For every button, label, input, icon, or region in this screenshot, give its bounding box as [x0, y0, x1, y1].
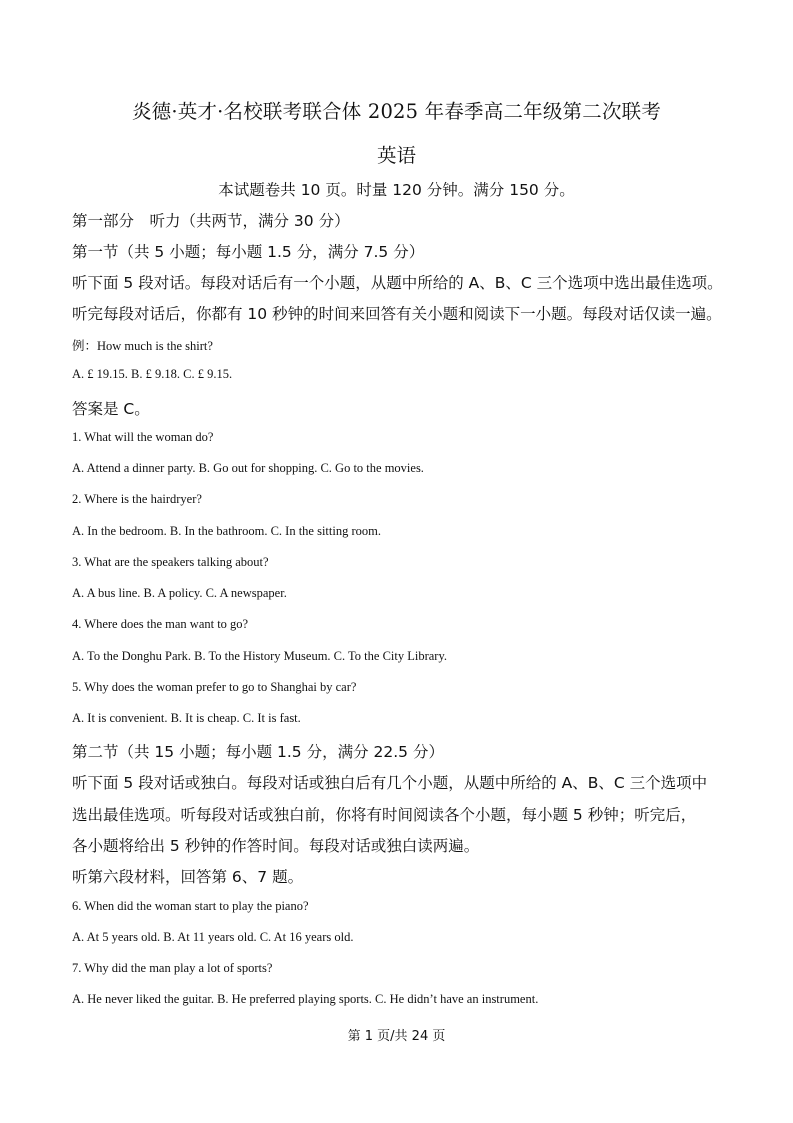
material-note: 听第六段材料，回答第 6、7 题。 — [72, 868, 304, 886]
example-question: 例：How much is the shirt? — [72, 339, 213, 353]
question-5: 5. Why does the woman prefer to go to Shanghai by car? — [72, 680, 357, 694]
section2-instruction-3: 各小题将给出 5 秒钟的作答时间。每段对话或独白读两遍。 — [72, 837, 480, 855]
question-4-options: A. To the Donghu Park. B. To the History Museum. C. To the City Library. — [72, 649, 448, 663]
section1-instruction-1: 听下面 5 段对话。每段对话后有一个小题，从题中所给的 A、B、C 三个选项中选出最佳选项。 — [72, 274, 723, 292]
section1-heading: 第一节（共 5 小题；每小题 1.5 分，满分 7.5 分） — [72, 243, 425, 261]
question-2: 2. Where is the hairdryer? — [72, 492, 202, 506]
question-7-options: A. He never liked the guitar. B. He preferred playing sports. C. He didn’t have an instrument. — [72, 992, 539, 1006]
question-1-options: A. Attend a dinner party. B. Go out for shopping. C. Go to the movies. — [72, 461, 424, 475]
question-2-options: A. In the bedroom. B. In the bathroom. C. In the sitting room. — [72, 524, 381, 538]
question-6-options: A. At 5 years old. B. At 11 years old. C. At 16 years old. — [72, 930, 354, 944]
question-3-options: A. A bus line. B. A policy. C. A newspaper. — [72, 586, 287, 600]
section2-heading: 第二节（共 15 小题；每小题 1.5 分，满分 22.5 分） — [72, 743, 444, 761]
part1-heading: 第一部分 听力（共两节，满分 30 分） — [72, 212, 350, 230]
exam-subject: 英语 — [376, 144, 416, 167]
question-6: 6. When did the woman start to play the piano? — [72, 899, 309, 913]
page-number: 第 1 页/共 24 页 — [347, 1029, 446, 1044]
question-3: 3. What are the speakers talking about? — [72, 555, 269, 569]
section2-instruction-1: 听下面 5 段对话或独白。每段对话或独白后有几个小题，从题中所给的 A、B、C 三个选项中 — [72, 774, 708, 792]
question-5-options: A. It is convenient. B. It is cheap. C. It is fast. — [72, 711, 301, 725]
question-4: 4. Where does the man want to go? — [72, 617, 249, 631]
section1-instruction-2: 听完每段对话后，你都有 10 秒钟的时间来回答有关小题和阅读下一小题。每段对话仅读一遍。 — [72, 305, 722, 323]
exam-title: 炎德·英才·名校联考联合体 2025 年春季高二年级第二次联考 — [131, 100, 662, 123]
example-options: A. £ 19.15. B. £ 9.18. C. £ 9.15. — [72, 367, 233, 381]
exam-info: 本试题卷共 10 页。时量 120 分钟。满分 150 分。 — [218, 181, 575, 199]
question-7: 7. Why did the man play a lot of sports? — [72, 961, 273, 975]
example-answer: 答案是 C。 — [72, 400, 150, 418]
question-1: 1. What will the woman do? — [72, 430, 214, 444]
section2-instruction-2: 选出最佳选项。听每段对话或独白前，你将有时间阅读各个小题，每小题 5 秒钟；听完后， — [72, 806, 697, 824]
